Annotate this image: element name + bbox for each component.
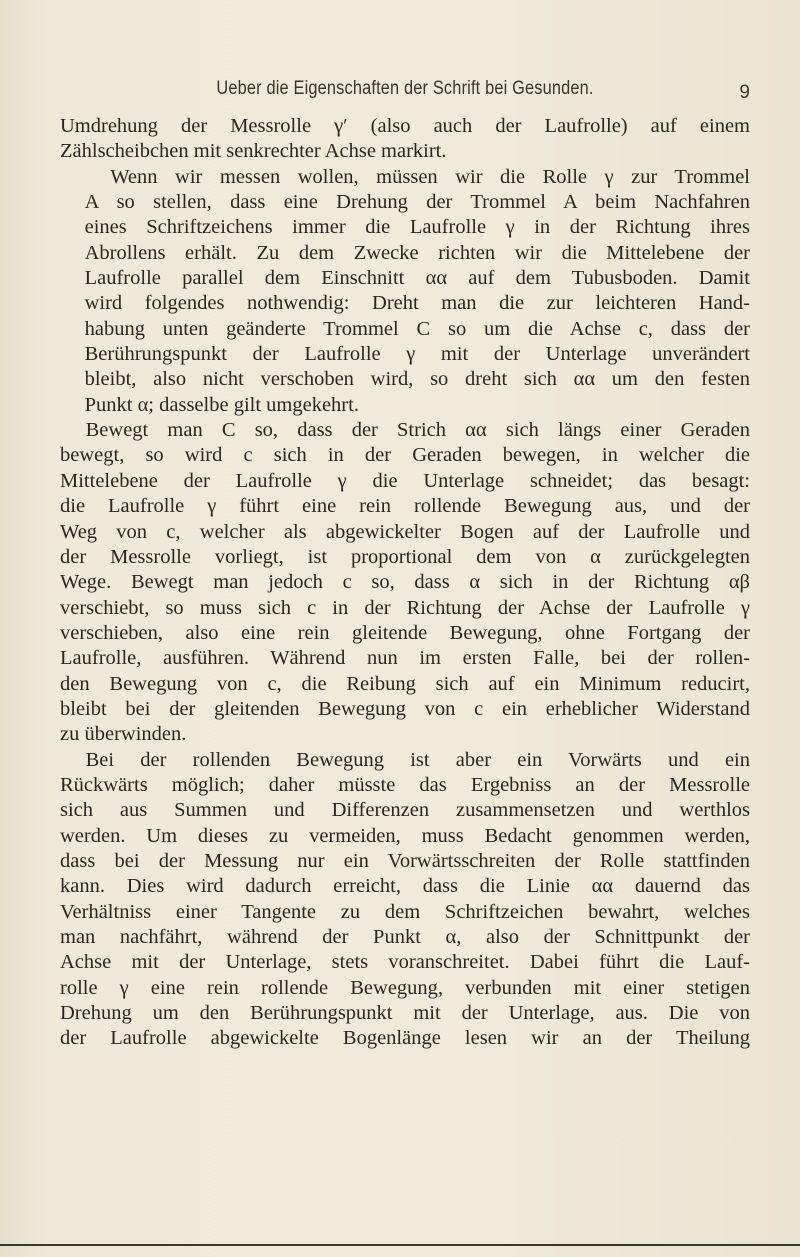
paragraph-2 — [60, 165, 750, 418]
text-line: Wege. Bewegt man jedoch c so, dass α sich in der Richtung αβ — [60, 571, 750, 594]
text-line: habung unten geänderte Trommel C so um die Achse c, dass der — [84, 317, 750, 340]
text-line: wird folgendes nothwendig: Dreht man die zur leichteren Hand- — [84, 292, 750, 315]
text-line: werden. Um dieses zu vermeiden, muss Bedacht genommen werden, — [60, 824, 750, 847]
running-title: Ueber die Eigenschaften der Schrift bei Gesunden. — [216, 78, 594, 99]
text-line: eines Schriftzeichens immer die Laufrolle γ in der Richtung ihres — [84, 216, 750, 239]
text-line: Drehung um den Berührungspunkt mit der Unterlage, aus. Die von — [60, 1002, 750, 1025]
text-line: Berührungspunkt der Laufrolle γ mit der Unterlage unverändert — [84, 343, 750, 366]
text-line: Mittelebene der Laufrolle γ die Unterlage schneidet; das besagt: — [60, 469, 750, 492]
text-line: den Bewegung von c, die Reibung sich auf ein Minimum reducirt, — [60, 672, 750, 695]
text-line: Weg von c, welcher als abgewickelter Bogen auf der Laufrolle und — [60, 520, 750, 543]
text-line: der Laufrolle abgewickelte Bogenlänge lesen wir an der Theilung — [60, 1027, 750, 1050]
text-line: Wenn wir messen wollen, müssen wir die Rolle γ zur Trommel — [110, 165, 750, 188]
text-line: Umdrehung der Messrolle γ′ (also auch der Laufrolle) auf einem — [60, 115, 750, 137]
text-line: Verhältniss einer Tangente zu dem Schriftzeichen bewahrt, welches — [60, 900, 750, 923]
text-line: der Messrolle vorliegt, ist proportional dem von α zurückgelegten — [60, 545, 750, 568]
paragraph-3 — [60, 418, 750, 747]
text-line: bleibt, also nicht verschoben wird, so dreht sich αα um den festen — [84, 368, 750, 391]
text-line: Punkt α; dasselbe gilt umgekehrt. — [84, 393, 359, 416]
paragraph-1 — [60, 114, 750, 165]
text-line: Achse mit der Unterlage, stets voranschreitet. Dabei führt die Lauf- — [60, 951, 750, 974]
text-line: Abrollens erhält. Zu dem Zwecke richten wir die Mittelebene der — [84, 241, 750, 264]
body-text — [60, 114, 750, 1052]
text-line: dass bei der Messung nur ein Vorwärtsschreiten der Rolle stattfinden — [60, 849, 750, 872]
text-line: verschiebt, so muss sich c in der Richtung der Achse der Laufrolle γ — [60, 596, 750, 619]
text-line: A so stellen, dass eine Drehung der Trommel A beim Nachfahren — [84, 191, 750, 214]
text-line: die Laufrolle γ führt eine rein rollende Bewegung aus, und der — [60, 495, 750, 518]
page-number: 9 — [739, 82, 750, 103]
text-line: kann. Dies wird dadurch erreicht, dass die Linie αα dauernd das — [60, 875, 750, 898]
text-line: Rückwärts möglich; daher müsste das Ergebniss an der Messrolle — [60, 773, 750, 796]
text-line: rolle γ eine rein rollende Bewegung, verbunden mit einer stetigen — [60, 976, 750, 999]
paragraph-4 — [60, 748, 750, 1052]
text-line: Zählscheibchen mit senkrechter Achse markirt. — [60, 140, 447, 163]
text-line: Bei der rollenden Bewegung ist aber ein Vorwärts und ein — [85, 748, 750, 771]
text-line: verschieben, also eine rein gleitende Bewegung, ohne Fortgang der — [60, 621, 750, 644]
text-line: man nachfährt, während der Punkt α, also der Schnittpunkt der — [60, 926, 750, 948]
page-header — [60, 78, 750, 108]
text-line: Laufrolle, ausführen. Während nun im ersten Falle, bei der rollen- — [60, 647, 750, 670]
text-line: bewegt, so wird c sich in der Geraden bewegen, in welcher die — [60, 444, 750, 467]
text-line: zu überwinden. — [60, 723, 187, 746]
scan-edge-line — [0, 1244, 800, 1246]
text-line: bleibt bei der gleitenden Bewegung von c ein erheblicher Widerstand — [60, 697, 750, 720]
text-line: sich aus Summen und Differenzen zusammensetzen und werthlos — [60, 799, 750, 822]
text-line: Bewegt man C so, dass der Strich αα sich längs einer Geraden — [85, 419, 750, 442]
text-line: Laufrolle parallel dem Einschnitt αα auf dem Tubusboden. Damit — [84, 267, 750, 290]
